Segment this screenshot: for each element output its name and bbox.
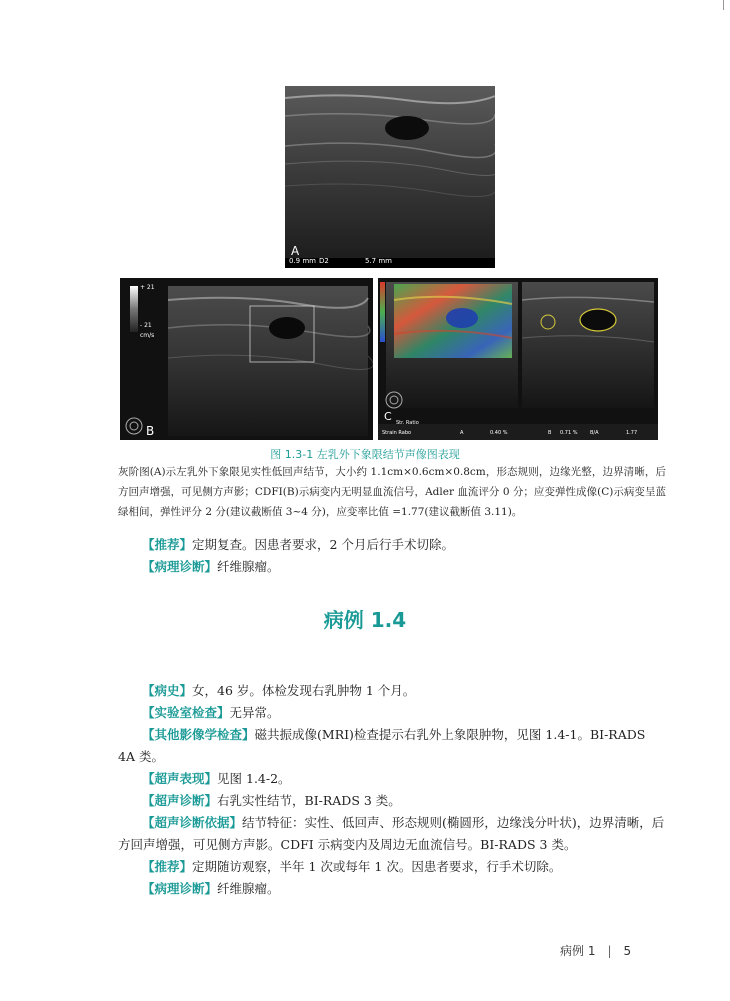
page-footer bbox=[560, 942, 700, 959]
lesion-roi bbox=[580, 309, 616, 331]
imaging-paragraph bbox=[118, 724, 666, 768]
color-scale-bar bbox=[130, 286, 138, 332]
crop-mark bbox=[717, 0, 724, 10]
pathology-text: 纤维腺瘤。 bbox=[217, 881, 280, 896]
lab-paragraph bbox=[118, 702, 666, 724]
ultrasound-texture-a bbox=[285, 86, 495, 268]
readout-width: 5.7 mm bbox=[365, 257, 392, 265]
case-title: 病例 1.4 bbox=[323, 608, 407, 632]
footer-section: 病例 1 bbox=[560, 944, 596, 958]
pathology-paragraph bbox=[118, 878, 666, 900]
figure-caption-body: 灰阶图(A)示左乳外下象限见实性低回声结节，大小约 1.1cm×0.6cm×0.8cm，形态规则，边缘光整，边界清晰，后方回声增强，可见侧方声影；CDFI(B)示病变内无明显血流信号，Adler 血流评分 0 分；应变弹性成像(C)示病变呈蓝绿相间，弹性评分 2 分(建议截断值 3~4 分)，应变率比值 =1.77(建议截断值 3.11)。 bbox=[118, 466, 666, 518]
recommend-paragraph bbox=[118, 856, 666, 878]
scale-unit: cm/s bbox=[140, 332, 155, 339]
nodule bbox=[269, 317, 305, 339]
figure-caption-title: 图 1.3-1 左乳外下象限结节声像图表现 bbox=[270, 448, 460, 461]
imaging-tag: 【其他影像学检查】 bbox=[142, 727, 255, 742]
history-text: 女，46 岁。体检发现右乳肿物 1 个月。 bbox=[192, 683, 416, 698]
us-dx-tag: 【超声诊断】 bbox=[142, 793, 218, 808]
basis-tag: 【超声诊断依据】 bbox=[142, 815, 243, 830]
footer-divider: | bbox=[607, 944, 612, 958]
us-finding-text: 见图 1.4-2。 bbox=[217, 771, 291, 786]
ratio-label: B/A bbox=[590, 430, 599, 436]
elastography-texture-c bbox=[378, 278, 658, 440]
us-finding-tag: 【超声表现】 bbox=[142, 771, 218, 786]
ultrasound-image-a bbox=[285, 86, 495, 268]
prev-pathology-text: 纤维腺瘤。 bbox=[217, 559, 280, 574]
value-b: 0.71 % bbox=[560, 430, 578, 436]
history-tag: 【病史】 bbox=[142, 683, 193, 698]
readout-depth: 0.9 mm bbox=[289, 257, 316, 265]
history-paragraph bbox=[118, 680, 666, 702]
ultrasound-image-c bbox=[378, 278, 658, 440]
scale-bottom: - 21 bbox=[140, 322, 152, 329]
lab-text: 无异常。 bbox=[229, 705, 280, 720]
panel-label-a: A bbox=[291, 244, 300, 258]
imaging-text: 磁共振成像(MRI)检查提示右乳外上象限肿物，见图 1.4-1。BI-RADS 4A 类。 bbox=[118, 727, 646, 764]
prev-recommend-text: 定期复查。因患者要求，2 个月后行手术切除。 bbox=[192, 537, 454, 552]
basis-paragraph bbox=[118, 812, 666, 856]
recommend-tag: 【推荐】 bbox=[142, 859, 193, 874]
ultrasound-texture-b bbox=[120, 278, 373, 440]
page-number: 5 bbox=[623, 944, 632, 958]
strain-rabo-label: Strain Rabo bbox=[382, 430, 412, 436]
prev-recommend-tag: 【推荐】 bbox=[142, 537, 193, 552]
ratio-value: 1.77 bbox=[626, 430, 638, 436]
value-a: 0.40 % bbox=[490, 430, 508, 436]
value-b-label: B bbox=[548, 430, 552, 436]
basis-text: 结节特征：实性、低回声、形态规则(椭圆形，边缘浅分叶状)，边界清晰，后方回声增强，可见侧方声影。CDFI 示病变内及周边无血流信号。BI-RADS 3 类。 bbox=[118, 815, 665, 852]
readout-d2: D2 bbox=[319, 257, 329, 265]
strain-ratio-label: Str. Ratio bbox=[396, 420, 419, 426]
panel-label-c: C bbox=[384, 410, 392, 423]
recommend-text: 定期随访观察，半年 1 次或每年 1 次。因患者要求，行手术切除。 bbox=[192, 859, 562, 874]
us-dx-paragraph bbox=[118, 790, 666, 812]
elasticity-color-bar bbox=[380, 282, 385, 342]
lab-tag: 【实验室检查】 bbox=[142, 705, 230, 720]
us-finding-paragraph bbox=[118, 768, 666, 790]
panel-label-b: B bbox=[146, 424, 155, 438]
ultrasound-image-b bbox=[120, 278, 373, 440]
prev-recommend-paragraph bbox=[118, 534, 666, 556]
value-a-label: A bbox=[460, 430, 464, 436]
nodule bbox=[385, 116, 429, 140]
scale-top: + 21 bbox=[140, 284, 155, 291]
pathology-tag: 【病理诊断】 bbox=[142, 881, 218, 896]
us-dx-text: 右乳实性结节，BI-RADS 3 类。 bbox=[217, 793, 401, 808]
prev-pathology-tag: 【病理诊断】 bbox=[142, 559, 218, 574]
prev-pathology-paragraph bbox=[118, 556, 666, 578]
